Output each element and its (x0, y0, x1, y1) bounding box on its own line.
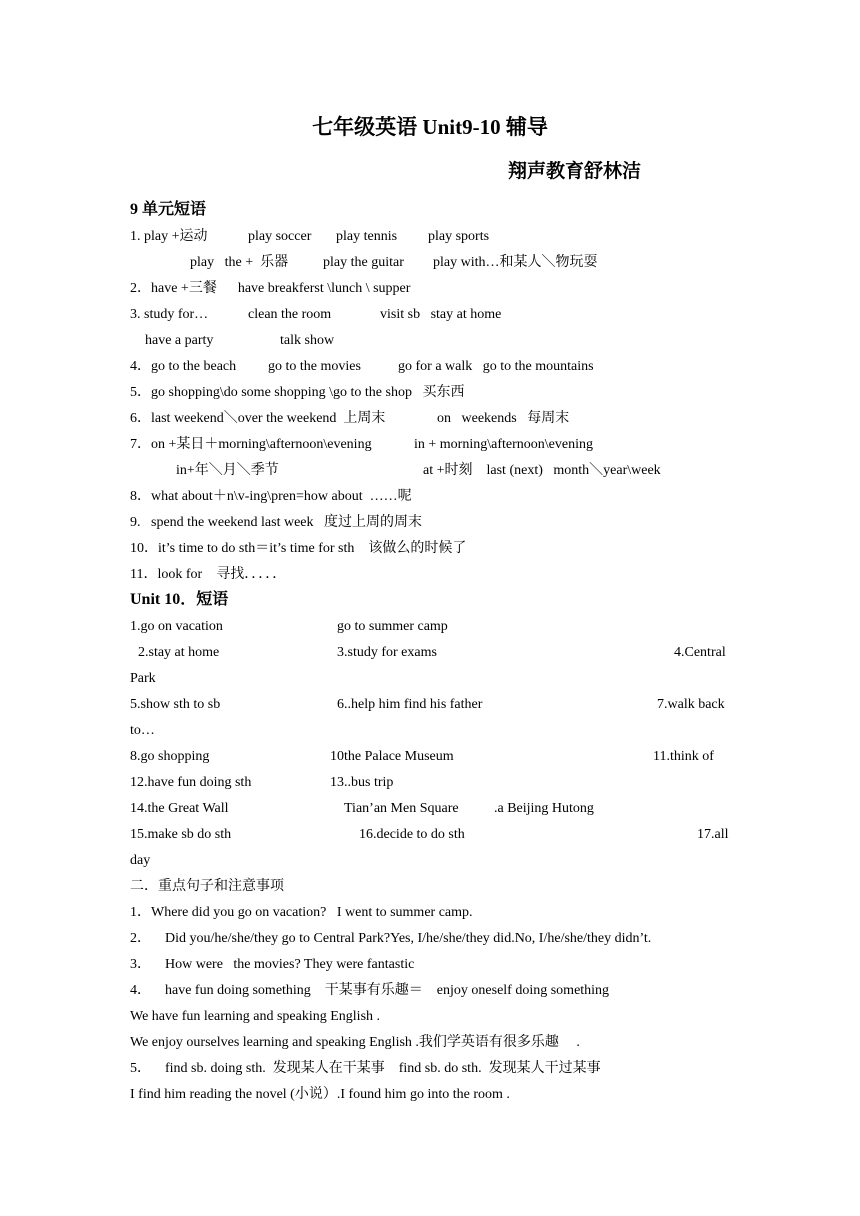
unit9-line: 10．it’s time to do sth＝it’s time for sth 该做么的时候了 (130, 541, 467, 556)
unit10-line: .a Beijing Hutong (494, 801, 594, 816)
unit9-line: clean the room (248, 307, 332, 322)
unit9-line: play the guitar (323, 255, 404, 270)
unit9-line: 8．what about＋n\v-ing\pren=how about ……呢 (130, 489, 412, 504)
sentence-line: 5． find sb. doing sth. 发现某人在干某事 find sb. do sth. 发现某人干过某事 (130, 1061, 601, 1076)
unit9-line: on weekends 每周末 (437, 411, 570, 426)
sentence-line: 4． have fun doing something 干某事有乐趣＝ enjoy oneself doing something (130, 983, 610, 998)
unit9-line: 9. spend the weekend last week 度过上周的周末 (130, 515, 422, 530)
unit9-line: play sports (428, 229, 490, 244)
unit9-line: 2．have +三餐 have breakferst \lunch \ supper (130, 281, 411, 296)
unit9-line: 7．on +某日＋morning\afternoon\evening (130, 437, 372, 452)
unit9-line: 11．look for 寻找．．．．． (130, 567, 287, 582)
unit10-heading: Unit 10．短语 (130, 591, 229, 608)
sentence-line: 1．Where did you go on vacation? I went to summer camp. (130, 905, 473, 920)
unit10-line: go to summer camp (337, 619, 448, 634)
unit9-heading: 9 单元短语 (130, 201, 207, 218)
unit10-line: 17.all (697, 827, 729, 842)
unit10-line: 3.study for exams (337, 645, 437, 660)
sentence-line: 2． Did you/he/she/they go to Central Park?Yes, I/he/she/they did.No, I/he/she/they didn’t. (130, 931, 652, 946)
unit10-line: 8.go shopping (130, 749, 210, 764)
unit9-line: play tennis (336, 229, 398, 244)
unit10-line: day (130, 853, 151, 868)
unit9-line: play soccer (248, 229, 312, 244)
unit10-line: 11.think of (653, 749, 714, 764)
unit10-line: 6..help him find his father (337, 697, 483, 712)
unit10-line: 13..bus trip (330, 775, 394, 790)
unit10-line: 2.stay at home (138, 645, 220, 660)
unit10-line: 16.decide to do sth (359, 827, 465, 842)
unit9-line: visit sb stay at home (380, 307, 502, 322)
page-title: 七年级英语 Unit9-10 辅导 (312, 115, 548, 139)
unit10-line: Park (130, 671, 156, 686)
unit9-line: go to the movies (268, 359, 361, 374)
unit9-line: in + morning\afternoon\evening (414, 437, 593, 452)
unit10-line: Tian’an Men Square (344, 801, 459, 816)
unit9-line: go for a walk go to the mountains (398, 359, 594, 374)
author-line: 翔声教育舒林洁 (508, 161, 642, 182)
unit10-line: 5.show sth to sb (130, 697, 221, 712)
unit9-line: at +时刻 last (next) month＼year\week (423, 463, 661, 478)
unit9-line: 5．go shopping\do some shopping \go to the shop 买东西 (130, 385, 465, 400)
unit10-line: 10the Palace Museum (330, 749, 454, 764)
unit10-line: 4.Central (674, 645, 726, 660)
sentence-line: I find him reading the novel (小说）.I found him go into the room . (130, 1087, 510, 1102)
unit9-line: talk show (280, 333, 335, 348)
unit9-line: 1. play +运动 (130, 229, 208, 244)
unit9-line: in+年＼月＼季节 (176, 463, 279, 478)
sentence-line: We enjoy ourselves learning and speaking English .我们学英语有很多乐趣 . (130, 1035, 580, 1050)
unit10-line: 1.go on vacation (130, 619, 223, 634)
unit10-line: 7.walk back (657, 697, 725, 712)
sentence-line: We have fun learning and speaking English . (130, 1009, 381, 1024)
unit9-line: play the + 乐器 (190, 255, 289, 270)
sentence-line: 3． How were the movies? They were fantastic (130, 957, 415, 972)
unit9-line: 4．go to the beach (130, 359, 237, 374)
unit9-line: play with…和某人＼物玩耍 (433, 255, 598, 270)
unit10-line: to… (130, 723, 155, 738)
section2-heading: 二．重点句子和注意事项 (130, 879, 284, 894)
unit9-line: have a party (145, 333, 214, 348)
unit9-line: 6．last weekend＼over the weekend 上周末 (130, 411, 386, 426)
unit9-line: 3. study for… (130, 307, 209, 322)
unit10-line: 15.make sb do sth (130, 827, 232, 842)
unit10-line: 14.the Great Wall (130, 801, 229, 816)
unit10-line: 12.have fun doing sth (130, 775, 252, 790)
